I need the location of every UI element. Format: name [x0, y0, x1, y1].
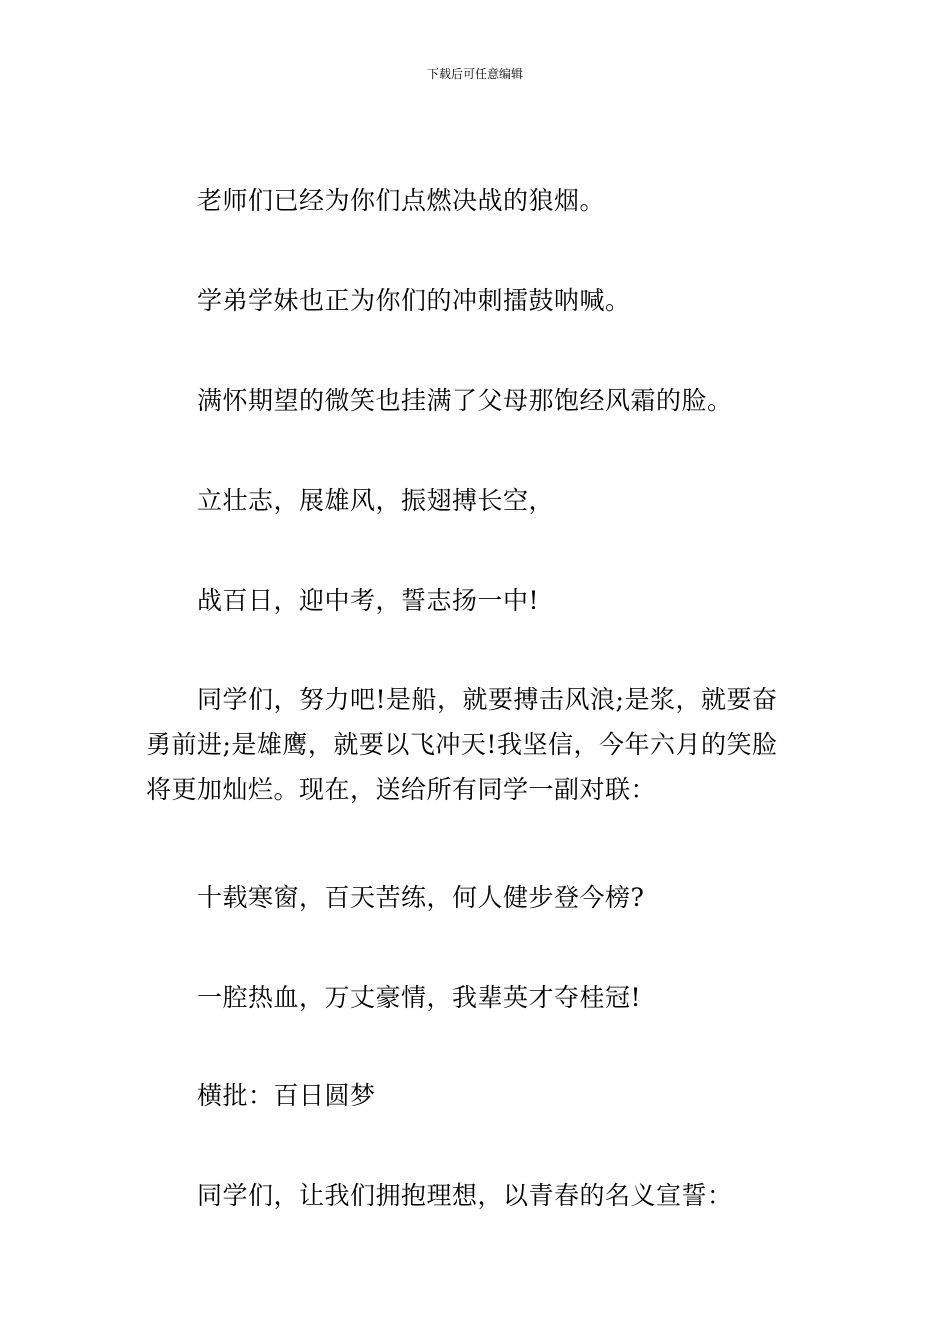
- paragraph-4: 立壮志，展雄风，振翅搏长空，: [197, 486, 555, 515]
- paragraph-3: 满怀期望的微笑也挂满了父母那饱经风霜的脸。: [197, 386, 733, 415]
- paragraph-2: 学弟学妹也正为你们的冲刺擂鼓呐喊。: [197, 286, 631, 315]
- paragraph-6-line-1: 同学们，努力吧!是船，就要搏击风浪;是浆，就要奋: [197, 685, 778, 714]
- paragraph-6: [146, 677, 816, 812]
- paragraph-7: 十载寒窗，百天苦练，何人健步登今榜?: [197, 883, 645, 912]
- paragraph-9: 横批：百日圆梦: [197, 1081, 376, 1110]
- paragraph-5: 战百日，迎中考，誓志扬一中!: [197, 586, 540, 615]
- page-header: 下载后可任意编辑: [426, 67, 523, 81]
- paragraph-8: 一腔热血，万丈豪情，我辈英才夺桂冠!: [197, 983, 642, 1012]
- paragraph-6-line-3: 将更加灿烂。现在，送给所有同学一副对联：: [146, 775, 657, 804]
- paragraph-1: 老师们已经为你们点燃决战的狼烟。: [197, 186, 606, 215]
- paragraph-6-line-2: 勇前进;是雄鹰，就要以飞冲天!我坚信，今年六月的笑脸: [146, 730, 778, 759]
- paragraph-10: 同学们，让我们拥抱理想，以青春的名义宣誓：: [197, 1181, 733, 1210]
